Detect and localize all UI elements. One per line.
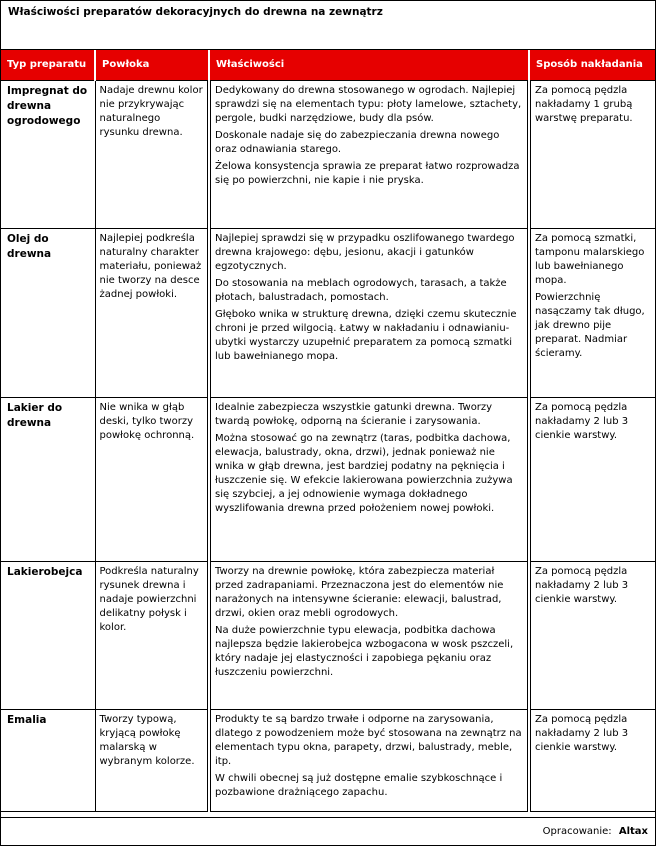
coating-cell [95,80,209,228]
property-paragraph: Idealnie zabezpiecza wszystkie gatunki drewna. Tworzy twardą powłokę, odporną na ścieranie i zarysowania. [215,401,493,427]
method-paragraph: Za pomocą pędzla nakładamy 1 grubą warstwę preparatu. [535,84,633,124]
footer-author: Altax [618,826,648,837]
coating-text: Podkreśla naturalny rysunek drewna i nadaje powierzchni delikatny połysk i kolor. [99,565,199,633]
footer-credit [1,817,655,845]
property-paragraph: Doskonale nadaje się do zabezpieczania drewna nowego oraz odnawiania starego. [215,129,500,155]
table-row [1,561,655,709]
coating-text: Nadaje drewnu kolor nie przykrywając naturalnego rysunku drewna. [99,84,203,138]
property-paragraph: Głęboko wnika w strukturę drewna, dzięki czemu skutecznie chroni je przed wilgocią. Łatwy w nakładaniu i odnawianiu- ubytki wystarczy uzupełnić preparatem za pomocą szmatki lub bawełnianego mopa. [215,308,517,362]
header-type: Typ preparatu [1,50,95,80]
property-paragraph: Produkty te są bardzo trwałe i odporne na zarysowania, dlatego z powodzeniem może być stosowana na zewnątrz na elementach typu okna, parapety, drzwi, balustrady, meble, itp. [215,713,522,767]
properties-table [1,50,655,812]
method-cell [529,709,655,811]
type-cell: Lakier do drewna [1,397,95,561]
header-properties: Właściwości [209,50,529,80]
properties-cell [209,397,529,561]
method-paragraph: Za pomocą szmatki, tamponu malarskiego lub bawełnianego mopa. [535,232,645,286]
method-paragraph: Powierzchnię nasączamy tak długo, jak drewno pije preparat. Nadmiar ścieramy. [535,291,645,359]
property-paragraph: Tworzy na drewnie powłokę, która zabezpiecza materiał przed zadrapaniami. Przeznaczona jest do elementów nie narażonych na intensywne ścieranie: elewacji, balustrad, drzwi, okien oraz mebli ogrodowych. [215,565,504,619]
coating-text: Nie wnika w głąb deski, tylko tworzy powłokę ochronną. [99,401,195,441]
table-header-row [1,50,655,80]
property-paragraph: Żelowa konsystencja sprawia ze preparat łatwo rozprowadza się po powierzchni, nie kapie i nie pryska. [215,160,520,186]
table-row [1,709,655,811]
type-cell: Impregnat do drewna ogrodowego [1,80,95,228]
method-cell [529,397,655,561]
properties-cell [209,709,529,811]
method-paragraph: Za pomocą pędzla nakładamy 2 lub 3 cienkie warstwy. [535,713,629,753]
coating-text: Tworzy typową, kryjącą powłokę malarską w wybranym kolorze. [99,713,195,767]
properties-cell [209,561,529,709]
coating-cell [95,228,209,397]
type-cell: Olej do drewna [1,228,95,397]
method-paragraph: Za pomocą pędzla nakładamy 2 lub 3 cienkie warstwy. [535,401,629,441]
method-cell [529,561,655,709]
header-coating: Powłoka [95,50,209,80]
type-cell: Emalia [1,709,95,811]
property-paragraph: Do stosowania na meblach ogrodowych, tarasach, a także płotach, balustradach, pomostach. [215,277,507,303]
properties-cell [209,228,529,397]
table-row [1,397,655,561]
coating-cell [95,561,209,709]
table-row [1,228,655,397]
property-paragraph: Najlepiej sprawdzi się w przypadku oszlifowanego twardego drewna krajowego: dębu, jesionu, akacji i gatunków egzotycznych. [215,232,515,272]
footer-label: Opracowanie: [542,826,612,837]
coating-cell [95,709,209,811]
property-paragraph: Dedykowany do drewna stosowanego w ogrodach. Najlepiej sprawdzi się na elementach typu: płoty lamelowe, sztachety, pergole, budki narzędziowe, budy dla psów. [215,84,522,124]
property-paragraph: W chwili obecnej są już dostępne emalie szybkoschnące i pozbawione drażniącego zapachu. [215,772,503,798]
header-method: Sposób nakładania [529,50,655,80]
property-paragraph: Na duże powierzchnie typu elewacja, podbitka dachowa najlepsza będzie lakierobejca wzbogacona w wosk pszczeli, który nadaje jej elastyczności i zapobiega pękaniu oraz łuszczeniu powierzchni. [215,624,514,678]
type-cell: Lakierobejca [1,561,95,709]
method-cell [529,80,655,228]
coating-text: Najlepiej podkreśla naturalny charakter materiału, ponieważ nie tworzy na desce żadnej powłoki. [99,232,202,300]
table-row [1,80,655,228]
property-paragraph: Można stosować go na zewnątrz (taras, podbitka dachowa, elewacja, balustrady, okna, drzwi), jednak ponieważ nie wnika w głąb drewna, jest bardziej podatny na pęknięcia i łuszczenie się. W efekcie lakierowana powierzchnia zużywa się szybciej, a jej odnowienie wymaga dokładnego wyszlifowania drewna przed położeniem nowej powłoki. [215,432,513,514]
method-cell [529,228,655,397]
page-title: Właściwości preparatów dekoracyjnych do drewna na zewnątrz [1,1,655,50]
method-paragraph: Za pomocą pędzla nakładamy 2 lub 3 cienkie warstwy. [535,565,629,605]
properties-cell [209,80,529,228]
coating-cell [95,397,209,561]
